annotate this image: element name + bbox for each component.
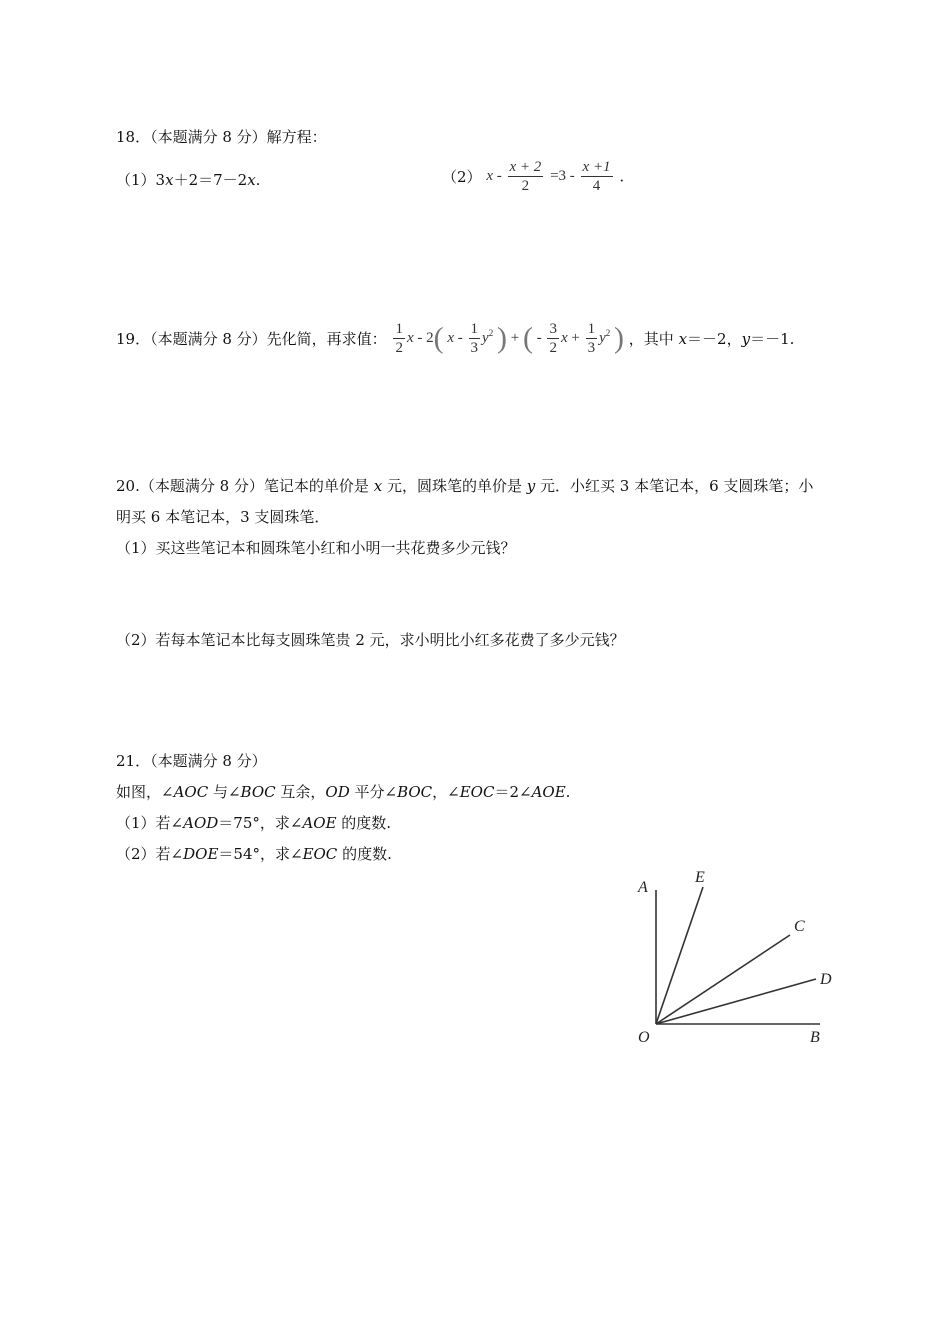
q21-p1-c: 的度数. [336, 814, 392, 832]
q18-part2-frac2-den: 4 [592, 178, 601, 194]
label-e: E [695, 869, 705, 886]
q18-part2 [442, 158, 624, 195]
q21-stmt-a: 如图，∠ [116, 783, 174, 801]
q21-p1-b: ＝75°，求∠ [218, 814, 303, 832]
q19-frac-half-den: 2 [395, 340, 403, 356]
q18-part2-var-x: x [486, 168, 493, 184]
q21-p2-b: ＝54°，求∠ [218, 845, 303, 863]
q21-angle-boc-2: BOC [397, 783, 433, 801]
q18-part2-frac1-num: x + 2 [509, 159, 542, 175]
q18-part2-fraction-2 [581, 158, 613, 195]
q19-frac-third-1-den: 3 [470, 340, 479, 356]
q20-line1 [116, 476, 813, 496]
q18-part1-rest: ＋2＝7－2 [173, 171, 248, 189]
q19-title: 19．（本题满分 8 分）先化简，再求值： [116, 330, 387, 348]
q19-neg-sign: - [536, 329, 546, 346]
q19-tail-xval: ＝－2， [687, 330, 742, 348]
q18-part2-fraction-1 [508, 158, 544, 195]
q19-term-y1: y [482, 329, 489, 346]
q21-p2-a: （2）若∠ [116, 845, 184, 863]
q18-part2-minus: - [493, 168, 506, 184]
q21-stmt-c: 互余， [275, 783, 326, 801]
q19-plus: + [506, 329, 523, 346]
q19-tail-pre: ，其中 [628, 330, 679, 348]
q19-frac-third-2 [586, 320, 598, 357]
label-o: O [638, 1029, 650, 1046]
q21-title: 21．（本题满分 8 分） [116, 752, 267, 770]
q21-stmt-d: 平分∠ [349, 783, 398, 801]
q19-paren-open-1: ( [433, 321, 444, 355]
angle-figure [620, 860, 850, 1055]
q18-part2-label: （2） [442, 168, 482, 186]
q19-term-x2: x [447, 329, 455, 346]
q20-part2: （2）若每本笔记本比每支圆珠笔贵 2 元，求小明比小红多花费了多少元钱？ [116, 631, 625, 649]
q19-exp-1: 2 [488, 327, 494, 338]
q19-frac-three-halves [547, 320, 559, 357]
q19-paren-close-2: ) [614, 321, 624, 355]
q19-term-x3: x [560, 329, 568, 346]
q19-term-y2: y [599, 329, 606, 346]
q18-part1-var-x2: x [247, 171, 256, 189]
q19-coef-2: 2 [426, 329, 434, 346]
q21-stmt-b: 与∠ [208, 783, 241, 801]
q21-stmt-e: ，∠ [432, 783, 460, 801]
q21-p1-a: （1）若∠ [116, 814, 184, 832]
q19-frac-half-num: 1 [395, 321, 403, 337]
q18-part2-equals: =3 - [550, 168, 579, 184]
q19-frac-three-halves-num: 3 [549, 321, 557, 337]
q19-frac-third-2-den: 3 [587, 340, 596, 356]
q21-p2-c: 的度数. [337, 845, 392, 863]
q19-frac-third-1 [469, 320, 481, 357]
q21-angle-boc: BOC [240, 783, 276, 801]
ray-oc [656, 935, 790, 1024]
q20-part1: （1）买这些笔记本和圆珠笔小红和小明一共花费多少元钱？ [116, 539, 516, 557]
label-d: D [820, 971, 832, 988]
q19-frac-three-halves-den: 2 [549, 340, 557, 356]
label-c: C [794, 918, 805, 935]
q19-tail [629, 330, 795, 348]
q18-part1-coef: 3 [155, 171, 166, 189]
q19-frac-third-1-num: 1 [470, 321, 479, 337]
q19-paren-close-1: ) [496, 321, 507, 355]
q19-frac-third-2-num: 1 [587, 321, 596, 337]
q21-angle-doe: DOE [183, 845, 219, 863]
q20-line1-c: 元．小红买 3 本笔记本，6 支圆珠笔；小 [535, 477, 814, 495]
q21-angle-eoc: EOC [459, 783, 495, 801]
q18-part1-var-x: x [165, 171, 174, 189]
q19-tail-yval: ＝－1. [750, 330, 795, 348]
q20-var-y: y [526, 477, 536, 495]
q18-part1-label: （1） [116, 171, 156, 189]
q19-exp-2: 2 [605, 327, 611, 338]
q21-statement [116, 782, 570, 802]
q18-title: 18．（本题满分 8 分）解方程： [116, 128, 327, 146]
ray-oe [656, 887, 703, 1024]
q18-part1 [116, 170, 260, 190]
q19-frac-half [393, 320, 405, 357]
q20-line1-b: 元，圆珠笔的单价是 [382, 477, 527, 495]
ray-od [656, 979, 816, 1024]
q21-angle-aod: AOD [183, 814, 219, 832]
q21-angle-aoe: AOE [531, 783, 566, 801]
q20-var-x: x [373, 477, 383, 495]
q18-part2-end: . [619, 167, 625, 186]
label-b: B [810, 1029, 820, 1046]
q21-stmt-f: ＝2∠ [494, 783, 532, 801]
q19-paren-open-2: ( [522, 321, 533, 355]
q21-angle-aoc: AOC [173, 783, 209, 801]
q21-angle-eoc-2: EOC [302, 845, 338, 863]
q18-part1-end: . [255, 171, 261, 189]
q18-part2-frac2-num: x +1 [582, 159, 611, 175]
q19 [116, 320, 794, 357]
q20-line1-a: 20.（本题满分 8 分）笔记本的单价是 [116, 477, 374, 495]
q21-stmt-g: . [565, 783, 571, 801]
q21-part2 [116, 844, 392, 864]
q20-line2: 明买 6 本笔记本，3 支圆珠笔． [116, 508, 330, 526]
q19-minus-2: - [454, 329, 467, 346]
q21-ray-od: OD [325, 783, 350, 801]
q19-term-x1: x [406, 329, 414, 346]
label-a: A [638, 879, 648, 896]
q21-part1 [116, 813, 391, 833]
q19-tail-y: y [741, 330, 751, 348]
q19-tail-x: x [678, 330, 688, 348]
q19-plus-2: + [567, 329, 584, 346]
q18-part2-frac1-den: 2 [521, 178, 530, 194]
q19-minus-1: - [413, 329, 427, 346]
q19-expression [391, 320, 624, 357]
q21-angle-aoe-2: AOE [302, 814, 337, 832]
